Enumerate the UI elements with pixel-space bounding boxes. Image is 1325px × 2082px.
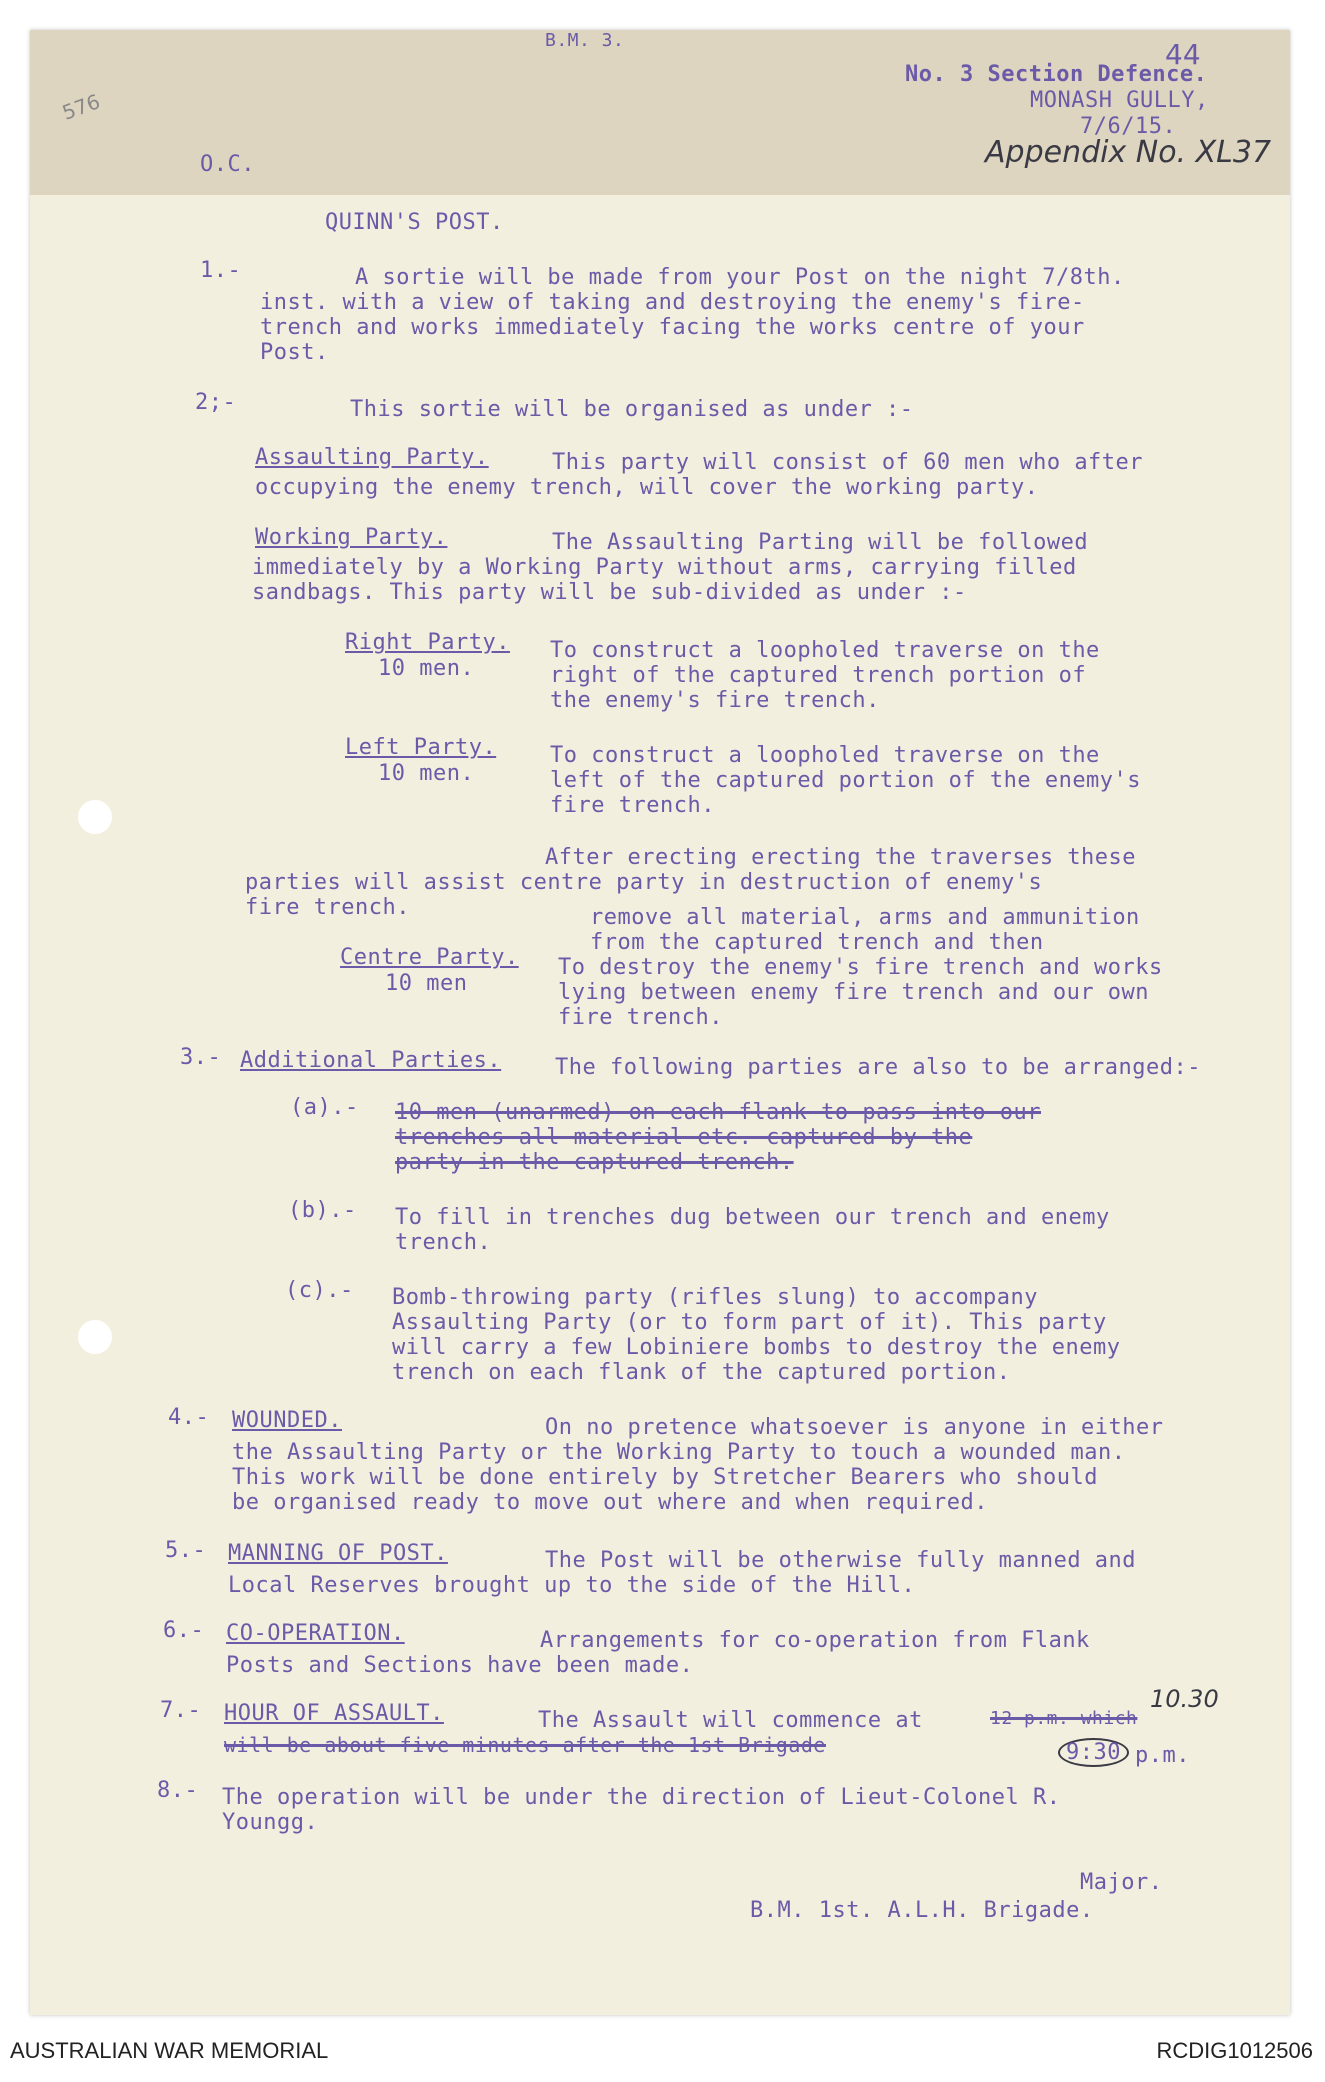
assault-time: 9:30 <box>1058 1738 1129 1767</box>
item-label: (a).- <box>290 1095 359 1120</box>
item-label: (c).- <box>285 1278 354 1303</box>
c-line: will carry a few Lobiniere bombs to destroy the enemy <box>392 1335 1121 1360</box>
left-line: left of the captured portion of the enemy's <box>550 768 1142 793</box>
para-number: 8.- <box>157 1778 199 1803</box>
c-line: Bomb-throwing party (rifles slung) to accompany <box>392 1285 1039 1310</box>
para4-line: be organised ready to move out where and when required. <box>232 1490 988 1515</box>
working-party-heading: Working Party. <box>255 525 448 550</box>
after-line: fire trench. <box>245 895 410 920</box>
addressee: O.C. <box>200 152 255 177</box>
para4-line: the Assaulting Party or the Working Party to touch a wounded man. <box>232 1440 1126 1465</box>
struck-text: will be about five minutes after the 1st Brigade <box>224 1733 826 1757</box>
centre-line: To destroy the enemy's fire trench and works <box>558 955 1163 980</box>
after-line: parties will assist centre party in destruction of enemy's <box>245 870 1043 895</box>
para1-line: trench and works immediately facing the works centre of your <box>260 315 1085 340</box>
assault-line: This party will consist of 60 men who after <box>552 450 1144 475</box>
hour-heading: HOUR OF ASSAULT. <box>224 1701 444 1726</box>
header-place: MONASH GULLY, <box>1030 88 1209 113</box>
para-number: 6.- <box>163 1618 205 1643</box>
post-name: QUINN'S POST. <box>325 210 504 235</box>
para5-line: The Post will be otherwise fully manned and <box>545 1548 1137 1573</box>
para-number: 2;- <box>195 390 237 415</box>
signature-rank: Major. <box>1080 1870 1163 1895</box>
cooperation-heading: CO-OPERATION. <box>226 1621 405 1646</box>
para-number: 1.- <box>200 258 242 283</box>
working-line: The Assaulting Parting will be followed <box>552 530 1089 555</box>
margin-note: 576 <box>59 89 104 125</box>
centre-insert: remove all material, arms and ammunition <box>590 905 1140 930</box>
signature-title: B.M. 1st. A.L.H. Brigade. <box>750 1898 1094 1923</box>
para6-line: Posts and Sections have been made. <box>226 1653 694 1678</box>
right-party-heading: Right Party. <box>345 630 510 655</box>
header-ref: B.M. 3. <box>545 30 625 51</box>
para-number: 4.- <box>168 1405 210 1430</box>
item-label: (b).- <box>288 1198 357 1223</box>
left-party-heading: Left Party. <box>345 735 497 760</box>
b-line: trench. <box>395 1230 492 1255</box>
centre-insert: from the captured trench and then <box>590 930 1044 955</box>
para1-line: inst. with a view of taking and destroying the enemy's fire- <box>260 290 1085 315</box>
header-date: 7/6/15. <box>1080 114 1177 139</box>
handwritten-time: 10.30 <box>1150 1685 1219 1713</box>
para8-line: The operation will be under the direction of Lieut-Colonel R. <box>222 1785 1061 1810</box>
para3-intro: The following parties are also to be arranged:- <box>555 1055 1202 1080</box>
assault-pm: p.m. <box>1135 1743 1190 1768</box>
para6-line: Arrangements for co-operation from Flank <box>540 1628 1090 1653</box>
struck-text: 12 p.m. which <box>990 1708 1138 1729</box>
punch-hole-bottom <box>78 1320 112 1354</box>
para5-line: Local Reserves brought up to the side of the Hill. <box>228 1573 916 1598</box>
para-number: 3.- <box>180 1045 222 1070</box>
centre-party-men: 10 men <box>385 971 468 996</box>
para-number: 5.- <box>165 1538 207 1563</box>
para8-line: Youngg. <box>222 1810 319 1835</box>
wounded-heading: WOUNDED. <box>232 1408 342 1433</box>
header-section: No. 3 Section Defence. <box>905 62 1208 87</box>
para4-line: This work will be done entirely by Stretcher Bearers who should <box>232 1465 1098 1490</box>
centre-party-heading: Centre Party. <box>340 945 519 970</box>
additional-parties-heading: Additional Parties. <box>240 1048 502 1073</box>
working-line: sandbags. This party will be sub-divided as under :- <box>252 580 967 605</box>
right-line: right of the captured trench portion of <box>550 663 1087 688</box>
struck-line: party in the captured trench. <box>395 1150 794 1175</box>
para4-line: On no pretence whatsoever is anyone in either <box>545 1415 1164 1440</box>
right-line: To construct a loopholed traverse on the <box>550 638 1100 663</box>
centre-line: lying between enemy fire trench and our own <box>558 980 1150 1005</box>
c-line: Assaulting Party (or to form part of it). This party <box>392 1310 1107 1335</box>
para2-intro: This sortie will be organised as under :- <box>350 397 914 422</box>
after-line: After erecting erecting the traverses these <box>545 845 1137 870</box>
working-line: immediately by a Working Party without arms, carrying filled <box>252 555 1077 580</box>
manning-heading: MANNING OF POST. <box>228 1541 448 1566</box>
left-line: To construct a loopholed traverse on the <box>550 743 1100 768</box>
para1-line: Post. <box>260 340 329 365</box>
para1-line: A sortie will be made from your Post on the night 7/8th. <box>355 265 1125 290</box>
appendix-note: Appendix No. XL37 <box>985 135 1272 170</box>
page-number: 44 <box>1165 38 1201 71</box>
left-line: fire trench. <box>550 793 715 818</box>
b-line: To fill in trenches dug between our trench and enemy <box>395 1205 1110 1230</box>
c-line: trench on each flank of the captured portion. <box>392 1360 1011 1385</box>
footer-right: RCDIG1012506 <box>1156 2038 1313 2063</box>
assaulting-party-heading: Assaulting Party. <box>255 445 489 470</box>
para7-line: The Assault will commence at <box>538 1708 923 1733</box>
centre-line: fire trench. <box>558 1005 723 1030</box>
right-line: the enemy's fire trench. <box>550 688 880 713</box>
assault-line: occupying the enemy trench, will cover the working party. <box>255 475 1039 500</box>
para-number: 7.- <box>160 1698 202 1723</box>
left-party-men: 10 men. <box>378 761 475 786</box>
struck-line: trenches all material etc. captured by the <box>395 1125 973 1150</box>
footer-left: AUSTRALIAN WAR MEMORIAL <box>10 2038 329 2063</box>
right-party-men: 10 men. <box>378 656 475 681</box>
struck-line: 10 men (unarmed) on each flank to pass into our <box>395 1100 1042 1125</box>
punch-hole-top <box>78 800 112 834</box>
